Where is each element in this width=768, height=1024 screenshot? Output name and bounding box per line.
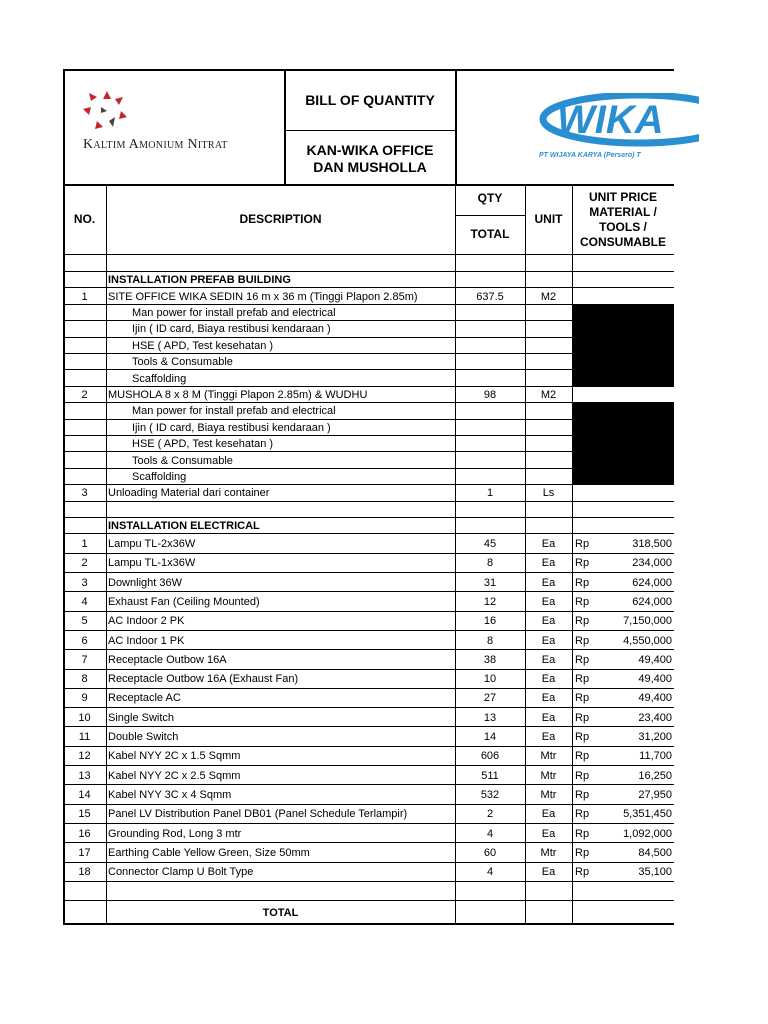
sub-item-description: Scaffolding	[132, 372, 187, 385]
col-unit: UNIT	[534, 212, 563, 226]
unit-price: 49,400	[638, 692, 672, 705]
row-line	[63, 669, 674, 670]
item-unit: Mtr	[540, 846, 557, 859]
column-line-0	[106, 184, 107, 924]
unit-price: 1,092,000	[623, 827, 672, 840]
col-price-1: UNIT PRICE	[588, 190, 657, 204]
item-unit: Ls	[542, 487, 555, 500]
item-unit: Mtr	[540, 769, 557, 782]
column-line-2	[525, 184, 526, 924]
row-line	[63, 611, 674, 612]
unit-price: 16,250	[638, 769, 672, 782]
item-quantity: 12	[483, 595, 497, 608]
currency-label: Rp	[575, 788, 590, 801]
col-price-3: TOOLS /	[599, 220, 647, 234]
item-number: 18	[78, 866, 91, 879]
item-number: 2	[81, 389, 88, 401]
currency-label: Rp	[575, 827, 590, 840]
currency-label: Rp	[575, 576, 590, 589]
section-heading: INSTALLATION ELECTRICAL	[108, 520, 260, 533]
item-number: 2	[81, 557, 88, 570]
item-description: Single Switch	[108, 711, 175, 724]
item-description: Panel LV Distribution Panel DB01 (Panel Schedule Terlampir)	[108, 808, 408, 821]
sub-item-description: HSE ( APD, Test kesehatan )	[132, 339, 274, 352]
col-price-2: MATERIAL /	[589, 205, 657, 219]
item-unit: Ea	[541, 634, 556, 647]
svg-text:WIKA: WIKA	[557, 98, 664, 142]
columns-bottom	[63, 254, 674, 255]
unit-price: 11,700	[639, 750, 672, 763]
item-quantity: 60	[483, 846, 497, 859]
redacted-price-cell	[572, 337, 674, 354]
item-quantity: 4	[486, 866, 494, 879]
item-description: AC Indoor 2 PK	[108, 615, 185, 628]
project-title-1: KAN-WIKA OFFICE	[306, 142, 434, 158]
frame-top	[63, 69, 674, 71]
frame-left	[63, 69, 65, 925]
redacted-price-cell	[572, 451, 674, 468]
item-number: 1	[81, 290, 88, 303]
wika-company-name: PT WIJAYA KARYA (Persero) T	[539, 152, 641, 159]
item-unit: Ea	[541, 615, 556, 628]
item-description: AC Indoor 1 PK	[108, 634, 185, 647]
row-line	[63, 287, 674, 288]
item-quantity: 45	[483, 538, 497, 551]
row-line	[63, 649, 674, 650]
item-description: Kabel NYY 2C x 2.5 Sqmm	[108, 769, 241, 782]
item-quantity: 8	[486, 634, 494, 647]
col-price-4: CONSUMABLE	[580, 235, 666, 249]
row-line	[63, 304, 674, 305]
row-line	[63, 688, 674, 689]
item-quantity: 13	[483, 711, 497, 724]
item-quantity: 38	[483, 653, 497, 666]
sub-item-description: HSE ( APD, Test kesehatan )	[132, 438, 274, 451]
row-line	[63, 402, 674, 403]
item-number: 10	[78, 711, 91, 724]
item-number: 4	[81, 595, 88, 608]
unit-price: 35,100	[638, 866, 672, 879]
item-unit: Mtr	[540, 788, 557, 801]
header-divider-1	[284, 69, 286, 185]
currency-label: Rp	[575, 750, 590, 763]
row-line	[63, 804, 674, 805]
item-number: 7	[81, 653, 88, 666]
item-number: 13	[78, 769, 91, 782]
row-line	[63, 553, 674, 554]
item-description: SITE OFFICE WIKA SEDIN 16 m x 36 m (Tinggi Plapon 2.85m)	[108, 290, 418, 303]
item-quantity: 98	[483, 389, 497, 401]
total-label: TOTAL	[262, 907, 299, 920]
row-line	[63, 353, 674, 354]
unit-price: 5,351,450	[623, 808, 672, 821]
row-line	[63, 337, 674, 338]
unit-price: 4,550,000	[623, 634, 672, 647]
item-number: 9	[81, 692, 88, 705]
redacted-price-cell	[572, 320, 674, 337]
item-unit: Ea	[541, 692, 556, 705]
currency-label: Rp	[575, 731, 590, 744]
project-title-2: DAN MUSHOLLA	[313, 159, 427, 175]
currency-label: Rp	[575, 769, 590, 782]
row-line	[63, 468, 674, 469]
item-unit: Ea	[541, 711, 556, 724]
unit-price: 624,000	[632, 595, 672, 608]
item-description: Receptacle AC	[108, 692, 181, 705]
redacted-price-cell	[572, 402, 674, 419]
sub-item-description: Ijin ( ID card, Biaya restibusi kendaraan )	[132, 421, 331, 434]
item-unit: Ea	[541, 731, 556, 744]
row-line	[63, 572, 674, 573]
item-unit: M2	[540, 389, 557, 401]
item-description: Receptacle Outbow 16A	[108, 653, 227, 666]
row-line	[63, 784, 674, 785]
section-heading: INSTALLATION PREFAB BUILDING	[108, 274, 291, 287]
redacted-price-cell	[572, 304, 674, 321]
item-quantity: 1	[486, 487, 494, 500]
row-line	[63, 369, 674, 370]
item-description: Exhaust Fan (Ceiling Mounted)	[108, 595, 260, 608]
item-quantity: 31	[483, 576, 497, 589]
qty-split-line	[455, 215, 525, 216]
sub-item-description: Scaffolding	[132, 471, 187, 483]
unit-price: 31,200	[638, 731, 672, 744]
unit-price: 234,000	[632, 557, 672, 570]
unit-price: 23,400	[638, 711, 672, 724]
item-description: Kabel NYY 3C x 4 Sqmm	[108, 788, 232, 801]
kan-company-name: Kaltim Amonium Nitrat	[83, 137, 228, 152]
item-number: 12	[78, 750, 91, 763]
item-number: 5	[81, 615, 88, 628]
redacted-price-cell	[572, 435, 674, 452]
item-number: 8	[81, 673, 88, 686]
currency-label: Rp	[575, 557, 590, 570]
redacted-price-cell	[572, 369, 674, 386]
item-quantity: 14	[483, 731, 497, 744]
item-unit: Ea	[541, 808, 556, 821]
row-line	[63, 591, 674, 592]
item-quantity: 606	[480, 750, 500, 763]
item-quantity: 2	[486, 808, 494, 821]
row-line	[63, 419, 674, 420]
row-line	[63, 386, 674, 387]
unit-price: 624,000	[632, 576, 672, 589]
row-line	[63, 842, 674, 843]
col-total: TOTAL	[470, 227, 510, 241]
col-qty: QTY	[477, 191, 503, 205]
item-quantity: 27	[483, 692, 497, 705]
item-quantity: 532	[480, 788, 500, 801]
currency-label: Rp	[575, 673, 590, 686]
currency-label: Rp	[575, 634, 590, 647]
sub-item-description: Tools & Consumable	[132, 454, 233, 467]
unit-price: 49,400	[638, 653, 672, 666]
item-quantity: 637.5	[476, 290, 504, 303]
currency-label: Rp	[575, 866, 590, 879]
currency-label: Rp	[575, 595, 590, 608]
row-line	[63, 862, 674, 863]
row-line	[63, 707, 674, 708]
unit-price: 7,150,000	[623, 615, 672, 628]
currency-label: Rp	[575, 692, 590, 705]
item-description: Unloading Material dari container	[108, 487, 270, 500]
item-unit: Ea	[541, 673, 556, 686]
row-line	[63, 746, 674, 747]
item-quantity: 10	[483, 673, 497, 686]
row-line	[63, 881, 674, 882]
row-line	[63, 726, 674, 727]
header-divider-2	[455, 69, 457, 185]
item-unit: Ea	[541, 827, 556, 840]
item-description: Earthing Cable Yellow Green, Size 50mm	[108, 846, 310, 859]
currency-label: Rp	[575, 615, 590, 628]
row-line	[63, 765, 674, 766]
item-unit: Ea	[541, 576, 556, 589]
item-unit: M2	[540, 290, 557, 303]
item-description: Kabel NYY 2C x 1.5 Sqmm	[108, 750, 241, 763]
col-no: NO.	[73, 212, 96, 226]
header-bottom	[63, 184, 674, 186]
row-line	[63, 823, 674, 824]
item-quantity: 8	[486, 557, 494, 570]
item-unit: Ea	[541, 538, 556, 551]
currency-label: Rp	[575, 711, 590, 724]
row-line	[63, 484, 674, 485]
item-unit: Ea	[541, 866, 556, 879]
item-description: Grounding Rod, Long 3 mtr	[108, 827, 242, 840]
sub-item-description: Man power for install prefab and electrical	[132, 405, 336, 418]
item-number: 1	[81, 538, 88, 551]
item-number: 17	[78, 846, 91, 859]
item-number: 15	[78, 808, 91, 821]
item-description: Connector Clamp U Bolt Type	[108, 866, 254, 879]
item-number: 11	[78, 731, 91, 744]
item-unit: Ea	[541, 595, 556, 608]
unit-price: 49,400	[638, 673, 672, 686]
row-line	[63, 900, 674, 901]
row-line	[63, 517, 674, 518]
row-line	[63, 435, 674, 436]
header-title-line	[284, 130, 456, 131]
doc-title: BILL OF QUANTITY	[305, 92, 435, 108]
redacted-price-cell	[572, 468, 674, 485]
item-number: 6	[81, 634, 88, 647]
item-number: 3	[81, 487, 88, 500]
unit-price: 27,950	[638, 788, 672, 801]
row-line	[63, 320, 674, 321]
item-quantity: 4	[486, 827, 494, 840]
item-number: 14	[78, 788, 91, 801]
column-line-3	[572, 184, 573, 924]
item-quantity: 511	[481, 769, 499, 782]
item-number: 16	[78, 827, 91, 840]
column-line-1	[455, 184, 456, 924]
item-description: Lampu TL-1x36W	[108, 557, 196, 570]
item-description: Receptacle Outbow 16A (Exhaust Fan)	[108, 673, 299, 686]
frame-bottom	[63, 923, 674, 925]
row-line	[63, 501, 674, 502]
redacted-price-cell	[572, 419, 674, 436]
sub-item-description: Man power for install prefab and electrical	[132, 307, 336, 319]
sub-item-description: Tools & Consumable	[132, 356, 233, 369]
kan-logo-icon	[81, 91, 129, 140]
item-description: Lampu TL-2x36W	[108, 538, 196, 551]
unit-price: 318,500	[632, 538, 672, 551]
currency-label: Rp	[575, 653, 590, 666]
item-description: MUSHOLA 8 x 8 M (Tinggi Plapon 2.85m) & WUDHU	[108, 389, 368, 401]
boq-sheet	[63, 69, 674, 927]
item-quantity: 16	[483, 615, 497, 628]
item-number: 3	[81, 576, 88, 589]
row-line	[63, 533, 674, 534]
item-unit: Mtr	[540, 750, 557, 763]
item-unit: Ea	[541, 557, 556, 570]
item-description: Double Switch	[108, 731, 179, 744]
row-line	[63, 271, 674, 272]
currency-label: Rp	[575, 808, 590, 821]
currency-label: Rp	[575, 538, 590, 551]
row-line	[63, 451, 674, 452]
row-line	[63, 630, 674, 631]
item-unit: Ea	[541, 653, 556, 666]
unit-price: 84,500	[638, 846, 672, 859]
item-description: Downlight 36W	[108, 576, 182, 589]
sub-item-description: Ijin ( ID card, Biaya restibusi kendaraan )	[132, 323, 331, 336]
redacted-price-cell	[572, 353, 674, 370]
currency-label: Rp	[575, 846, 590, 859]
col-description: DESCRIPTION	[239, 212, 322, 226]
